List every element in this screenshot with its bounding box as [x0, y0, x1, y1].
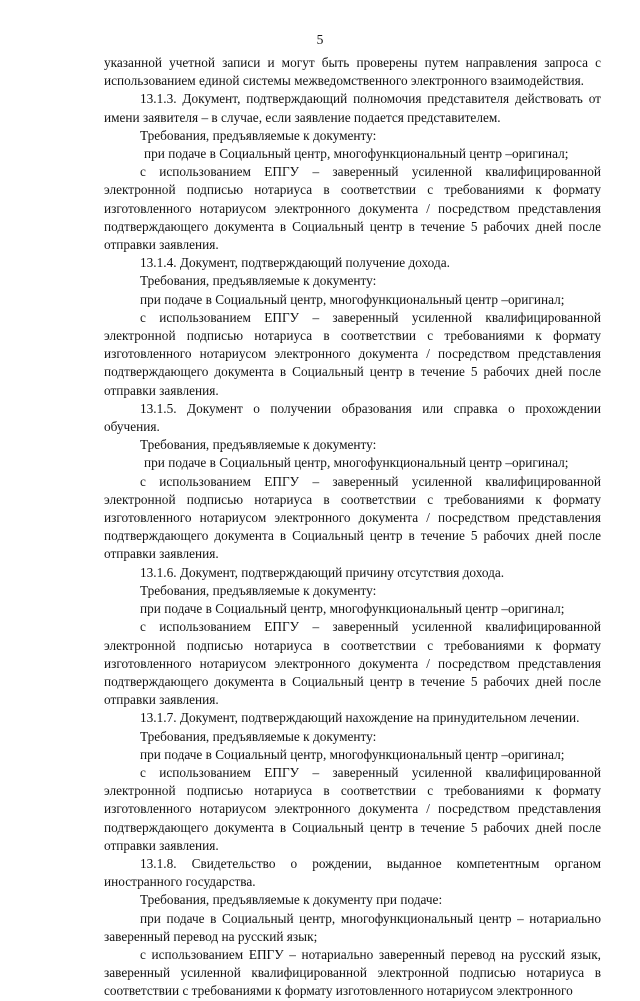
paragraph: при подаче в Социальный центр, многофункциональный центр –оригинал; — [140, 746, 565, 762]
paragraph: 13.1.7. Документ, подтверждающий нахождение на принудительном лечении. — [140, 710, 580, 726]
paragraph: Требования, предъявляемые к документу: — [140, 728, 377, 744]
paragraph: 13.1.8. Свидетельство о рождении, выданное компетентным органом иностранного государства. — [104, 855, 601, 890]
paragraph: при подаче в Социальный центр, многофункциональный центр –оригинал; — [144, 146, 569, 162]
paragraph: Требования, предъявляемые к документу при подаче: — [140, 892, 443, 908]
paragraph: Требования, предъявляемые к документу: — [140, 582, 377, 598]
paragraph: Требования, предъявляемые к документу: — [140, 273, 377, 289]
paragraph: при подаче в Социальный центр, многофункциональный центр –оригинал; — [144, 455, 569, 471]
document-body — [104, 54, 601, 1001]
paragraph: с использованием ЕПГУ – заверенный усиленной квалифицированной электронной подписью нотариуса в соответствии с требованиями к формату изготовленного нотариусом электронного документа / посредством представления подтверждающего документа в Социальный центр в течение 5 рабочих дней после отправки заявления. — [104, 619, 601, 708]
paragraph: с использованием ЕПГУ – заверенный усиленной квалифицированной электронной подписью нотариуса в соответствии с требованиями к формату изготовленного нотариусом электронного документа / посредством представления подтверждающего документа в Социальный центр в течение 5 рабочих дней после отправки заявления. — [104, 473, 601, 562]
paragraph: Требования, предъявляемые к документу: — [140, 127, 377, 143]
paragraph: с использованием ЕПГУ – нотариально заверенный перевод на русский язык, заверенный усиленной квалифицированной электронной подписью нотариуса в соответствии с требованиями к формату изготовленного нотариусом электронного — [104, 946, 601, 999]
paragraph: 13.1.6. Документ, подтверждающий причину отсутствия дохода. — [140, 564, 505, 580]
page-number: 5 — [316, 32, 324, 47]
paragraph: с использованием ЕПГУ – заверенный усиленной квалифицированной электронной подписью нотариуса в соответствии с требованиями к формату изготовленного нотариусом электронного документа / посредством представления подтверждающего документа в Социальный центр в течение 5 рабочих дней после отправки заявления. — [104, 164, 601, 253]
paragraph: с использованием ЕПГУ – заверенный усиленной квалифицированной электронной подписью нотариуса в соответствии с требованиями к формату изготовленного нотариусом электронного документа / посредством представления подтверждающего документа в Социальный центр в течение 5 рабочих дней после отправки заявления. — [104, 764, 601, 853]
paragraph: при подаче в Социальный центр, многофункциональный центр –оригинал; — [140, 601, 565, 617]
paragraph: при подаче в Социальный центр, многофункциональный центр – нотариально заверенный перевод на русский язык; — [104, 910, 601, 944]
paragraph: Требования, предъявляемые к документу: — [140, 437, 377, 453]
paragraph: указанной учетной записи и могут быть проверены путем направления запроса с использованием единой системы межведомственного электронного взаимодействия. — [104, 55, 601, 89]
paragraph: при подаче в Социальный центр, многофункциональный центр –оригинал; — [140, 291, 565, 307]
paragraph: с использованием ЕПГУ – заверенный усиленной квалифицированной электронной подписью нотариуса в соответствии с требованиями к формату изготовленного нотариусом электронного документа / посредством представления подтверждающего документа в Социальный центр в течение 5 рабочих дней после отправки заявления. — [104, 309, 601, 398]
paragraph: 13.1.3. Документ, подтверждающий полномочия представителя действовать от имени заявителя – в случае, если заявление подается представителем. — [104, 91, 601, 125]
paragraph: 13.1.4. Документ, подтверждающий получение дохода. — [140, 255, 450, 271]
paragraph: 13.1.5. Документ о получении образования или справка о прохождении обучения. — [104, 400, 601, 435]
